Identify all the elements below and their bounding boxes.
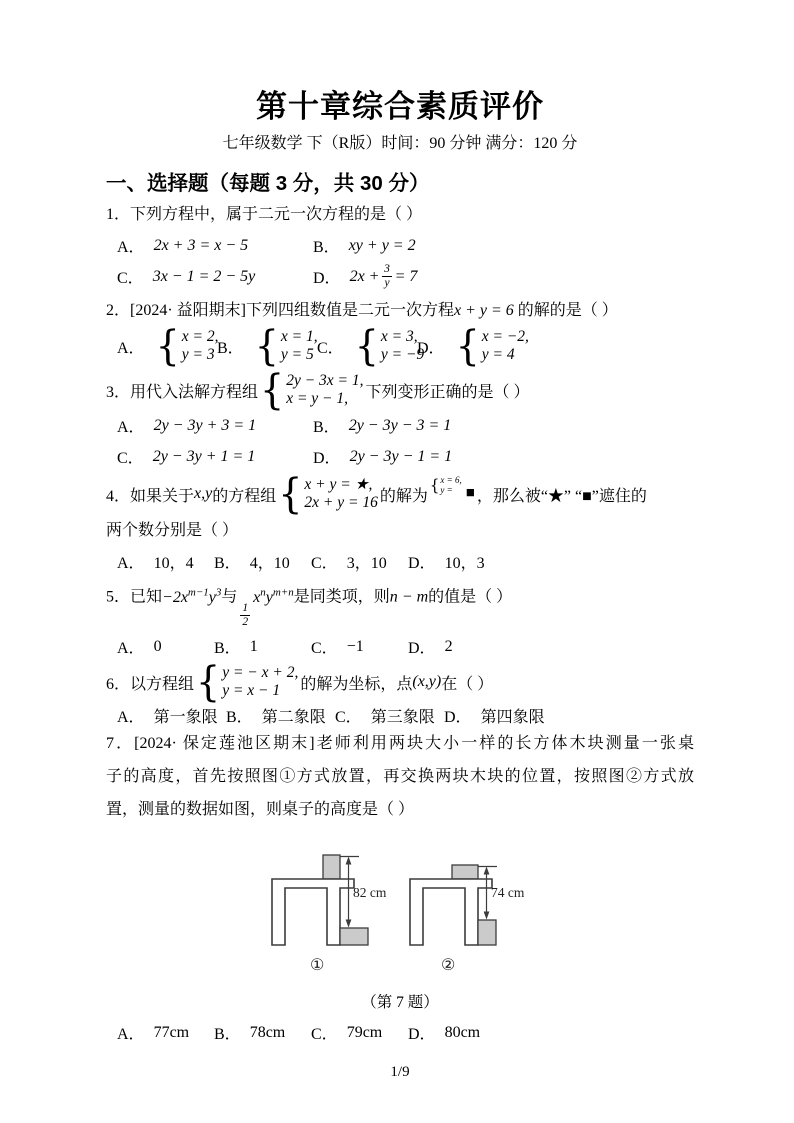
option-text: 10，3 bbox=[444, 555, 485, 573]
option-label: A． bbox=[117, 1026, 145, 1044]
question-5-option-a bbox=[117, 635, 214, 658]
stem-text: 的值是（ ） bbox=[428, 588, 513, 606]
system-line: x = y − 1, bbox=[286, 390, 349, 408]
stem-text: 3．用代入法解方程组 bbox=[106, 383, 259, 401]
option-label: C． bbox=[335, 709, 362, 727]
stem-text: 是同类项，则 bbox=[293, 588, 390, 606]
question-6-options-row bbox=[117, 704, 694, 727]
term: y bbox=[265, 588, 273, 606]
option-label: B． bbox=[313, 239, 340, 256]
figure-1-label: ① bbox=[310, 957, 325, 975]
option-text: 2 bbox=[444, 637, 453, 655]
equation-system bbox=[260, 366, 364, 415]
arrowhead-up bbox=[484, 867, 490, 875]
option-label: C． bbox=[311, 640, 338, 658]
system-line: x = 2, bbox=[181, 328, 219, 346]
system-line: y = 4 bbox=[481, 346, 515, 364]
block-lying-on-floor bbox=[340, 928, 368, 945]
option-text: −1 bbox=[346, 637, 364, 655]
brace-symbol: { bbox=[354, 322, 379, 371]
option-math: 3x − 1 = 2 − 5y bbox=[152, 267, 256, 285]
option-text: 80cm bbox=[444, 1023, 481, 1041]
hidden-square-symbol: ■ bbox=[465, 484, 475, 501]
equation-system bbox=[455, 322, 529, 371]
dimension-label-74cm: 74 cm bbox=[491, 885, 525, 901]
question-7-option-a bbox=[117, 1021, 214, 1044]
question-4-option-d bbox=[408, 550, 505, 573]
block-lying-on-table bbox=[452, 865, 478, 879]
page-number: 1/9 bbox=[390, 1064, 410, 1081]
question-2-stem bbox=[106, 300, 694, 322]
question-7-stem-line-1: 7．[2024· 保定莲池区期末]老师利用两块大小一样的长方体木块测量一张桌 bbox=[106, 735, 694, 753]
option-label: B． bbox=[313, 419, 340, 437]
question-5 bbox=[106, 581, 694, 658]
question-5-option-d bbox=[408, 635, 505, 658]
question-3-options-row-1 bbox=[117, 414, 694, 437]
section-heading: 一、选择题（每题 3 分，共 30 分） bbox=[106, 172, 430, 195]
question-6 bbox=[106, 658, 694, 727]
option-label: C． bbox=[317, 339, 344, 357]
question-3-option-c bbox=[117, 445, 313, 468]
question-7-option-b bbox=[214, 1021, 311, 1044]
question-4 bbox=[106, 470, 694, 573]
equation-system bbox=[155, 322, 219, 371]
stem-math bbox=[253, 586, 294, 606]
option-label: B． bbox=[217, 339, 244, 357]
stem-text: 的解为坐标，点 bbox=[300, 675, 413, 693]
stem-text: ，那么被“★” “■”遮住的 bbox=[476, 487, 647, 505]
option-label: C． bbox=[311, 1026, 338, 1044]
option-label: C． bbox=[117, 450, 144, 468]
option-text: 78cm bbox=[249, 1023, 286, 1041]
system-line: x = 6, bbox=[440, 475, 462, 486]
system-line: y = x − 1 bbox=[222, 682, 281, 700]
system-line: y = − x + 2, bbox=[222, 664, 299, 682]
question-4-option-b bbox=[214, 550, 311, 573]
option-label: D． bbox=[313, 450, 341, 468]
question-1 bbox=[106, 204, 694, 290]
table-blocks-diagram bbox=[245, 850, 585, 980]
option-math: 2x + bbox=[349, 267, 380, 285]
exam-meta: 七年级数学 下（R版）时间：90 分钟 满分：120 分 bbox=[222, 135, 578, 152]
question-1-option-a bbox=[117, 234, 313, 257]
option-label: A． bbox=[117, 419, 145, 437]
option-label: B． bbox=[214, 640, 241, 658]
question-1-stem: 1．下列方程中，属于二元一次方程的是（ ） bbox=[106, 206, 423, 223]
question-3-option-d bbox=[313, 445, 509, 468]
exponent: m+n bbox=[272, 586, 294, 599]
option-text: 79cm bbox=[346, 1023, 383, 1041]
stem-math bbox=[162, 586, 222, 606]
brace-symbol: { bbox=[429, 475, 440, 496]
stem-text: 的解为 bbox=[379, 487, 428, 505]
option-text: 第二象限 bbox=[261, 709, 326, 727]
stem-text: 的解的是（ ） bbox=[517, 302, 618, 320]
system-line: y = 3 bbox=[181, 346, 215, 364]
equation-system bbox=[254, 322, 318, 371]
arrowhead-down bbox=[484, 912, 490, 920]
arrowhead-up bbox=[346, 857, 352, 865]
question-2-option-c bbox=[317, 322, 425, 371]
equation-system bbox=[278, 470, 378, 519]
option-label: D． bbox=[417, 339, 445, 357]
stem-math: x + y = 6 bbox=[454, 302, 514, 320]
question-3 bbox=[106, 366, 694, 468]
question-3-option-a bbox=[117, 414, 313, 437]
stem-text: 在（ ） bbox=[441, 675, 494, 693]
question-6-stem bbox=[106, 658, 694, 706]
option-math: 2x + 3 = x − 5 bbox=[153, 236, 249, 254]
fraction-denominator: 2 bbox=[242, 615, 249, 628]
stem-text: 6．以方程组 bbox=[106, 675, 195, 693]
figure-1-table-diagram bbox=[272, 855, 387, 974]
question-2-option-b bbox=[217, 322, 318, 371]
block-standing-on-floor bbox=[478, 920, 496, 945]
option-label: A． bbox=[117, 239, 145, 256]
question-3-stem bbox=[106, 366, 694, 415]
question-2 bbox=[106, 300, 694, 371]
figure-2-table-diagram bbox=[410, 865, 525, 974]
question-3-options-row-2 bbox=[117, 445, 694, 468]
option-label: A． bbox=[117, 640, 145, 658]
option-text: 3，10 bbox=[346, 555, 387, 573]
option-text: 0 bbox=[153, 637, 162, 655]
question-6-option-c bbox=[335, 704, 444, 727]
question-1-options-row-1 bbox=[117, 234, 694, 257]
term: −2x bbox=[162, 588, 188, 606]
question-7-option-d bbox=[408, 1021, 505, 1044]
stem-math: x,y bbox=[194, 485, 213, 503]
question-7-options-row bbox=[117, 1021, 694, 1044]
stem-text: 4．如果关于 bbox=[106, 487, 195, 505]
option-label: D． bbox=[313, 270, 341, 288]
brace-symbol: { bbox=[196, 658, 221, 706]
question-4-stem bbox=[106, 470, 694, 519]
question-1-option-b bbox=[313, 234, 509, 257]
option-math: xy + y = 2 bbox=[348, 236, 416, 254]
brace-symbol: { bbox=[455, 322, 480, 371]
arrowhead-down bbox=[346, 920, 352, 928]
stem-text: 5．已知 bbox=[106, 588, 163, 606]
stem-math: n − m bbox=[389, 588, 429, 606]
option-label: A． bbox=[117, 709, 145, 727]
question-4-option-c bbox=[311, 550, 408, 573]
question-2-options-row bbox=[117, 322, 694, 371]
fraction-numerator: 3 bbox=[384, 263, 390, 275]
brace-symbol: { bbox=[155, 322, 180, 371]
option-label: D． bbox=[408, 1026, 436, 1044]
system-line: x = 3, bbox=[380, 328, 418, 346]
option-text: 1 bbox=[249, 637, 258, 655]
question-2-option-a bbox=[117, 322, 219, 371]
question-1-options-row-2 bbox=[117, 263, 694, 290]
stem-text: 下列变形正确的是（ ） bbox=[365, 383, 530, 401]
exponent: n bbox=[260, 586, 266, 599]
system-line: y = 5 bbox=[280, 346, 314, 364]
block-standing-on-table bbox=[323, 855, 340, 879]
question-6-option-b bbox=[226, 704, 335, 727]
fraction-denominator: y bbox=[384, 277, 390, 290]
solution-system bbox=[430, 475, 462, 495]
question-7 bbox=[106, 727, 694, 1044]
brace-symbol: { bbox=[260, 366, 285, 415]
question-5-option-b bbox=[214, 635, 311, 658]
page-title: 第十章综合素质评价 bbox=[256, 89, 544, 124]
exponent: 3 bbox=[215, 586, 222, 599]
option-text: 77cm bbox=[153, 1023, 190, 1041]
option-text: 4，10 bbox=[249, 555, 290, 573]
option-text: 第四象限 bbox=[480, 709, 545, 727]
option-text: 第一象限 bbox=[153, 709, 218, 727]
option-label: C． bbox=[117, 270, 144, 288]
option-label: D． bbox=[408, 640, 436, 658]
system-line: 2y − 3x = 1, bbox=[286, 372, 364, 390]
question-7-option-c bbox=[311, 1021, 408, 1044]
fraction bbox=[382, 263, 391, 290]
option-math: 2y − 3y + 3 = 1 bbox=[153, 416, 257, 434]
figure-2-label: ② bbox=[441, 957, 456, 975]
question-3-option-b bbox=[313, 414, 509, 437]
option-label: D． bbox=[444, 709, 472, 727]
dimension-label-82cm: 82 cm bbox=[353, 885, 387, 901]
question-6-option-d bbox=[444, 704, 553, 727]
option-text: 第三象限 bbox=[370, 709, 435, 727]
stem-text: 的方程组 bbox=[212, 487, 277, 505]
equation-system bbox=[354, 322, 425, 371]
system-line: x = 1, bbox=[280, 328, 318, 346]
system-line: y = −9 bbox=[380, 346, 425, 364]
option-label: D． bbox=[408, 555, 436, 573]
question-5-stem bbox=[106, 581, 694, 629]
fraction bbox=[240, 602, 250, 629]
question-4-options-row bbox=[117, 550, 694, 573]
question-1-option-c bbox=[117, 263, 313, 290]
term: y bbox=[208, 588, 216, 606]
system-line: y = bbox=[440, 485, 453, 496]
stem-math: (x,y) bbox=[412, 673, 442, 691]
system-line: 2x + y = 16 bbox=[304, 494, 378, 512]
brace-symbol: { bbox=[254, 322, 279, 371]
exponent: m−1 bbox=[187, 586, 209, 599]
equation-system bbox=[196, 658, 299, 706]
option-math: 2y − 3y − 3 = 1 bbox=[348, 416, 452, 434]
question-5-options-row bbox=[117, 635, 694, 658]
option-label: B． bbox=[214, 555, 241, 573]
system-line: x = −2, bbox=[481, 328, 529, 346]
question-6-option-a bbox=[117, 704, 226, 727]
fraction-numerator: 1 bbox=[242, 601, 249, 614]
option-math: 2y − 3y − 1 = 1 bbox=[349, 447, 453, 465]
option-label: B． bbox=[214, 1026, 241, 1044]
question-7-figure bbox=[245, 850, 694, 985]
option-label: C． bbox=[311, 555, 338, 573]
brace-symbol: { bbox=[278, 470, 303, 519]
system-line: x + y = ★, bbox=[304, 476, 373, 494]
option-label: A． bbox=[117, 555, 145, 573]
stem-text: 与 bbox=[221, 588, 238, 606]
question-2-option-d bbox=[417, 322, 529, 371]
option-label: B． bbox=[226, 709, 253, 727]
term: x bbox=[253, 588, 261, 606]
figure-caption: （第 7 题） bbox=[361, 994, 439, 1012]
stem-text: 2．[2024· 益阳期末]下列四组数值是二元一次方程 bbox=[106, 302, 454, 320]
option-math: = 7 bbox=[394, 267, 418, 285]
question-4-stem-line-2: 两个数分别是（ ） bbox=[106, 522, 239, 540]
question-7-stem-line-2: 子的高度，首先按照图①方式放置，再交换两块木块的位置，按照图②方式放 bbox=[106, 768, 694, 786]
option-math: 2y − 3y + 1 = 1 bbox=[152, 447, 256, 465]
question-5-option-c bbox=[311, 635, 408, 658]
question-1-option-d bbox=[313, 263, 509, 290]
question-7-stem-line-3: 置，测量的数据如图，则桌子的高度是（ ） bbox=[106, 801, 415, 819]
question-4-option-a bbox=[117, 550, 214, 573]
option-text: 10，4 bbox=[153, 555, 194, 573]
option-label: A． bbox=[117, 339, 145, 357]
